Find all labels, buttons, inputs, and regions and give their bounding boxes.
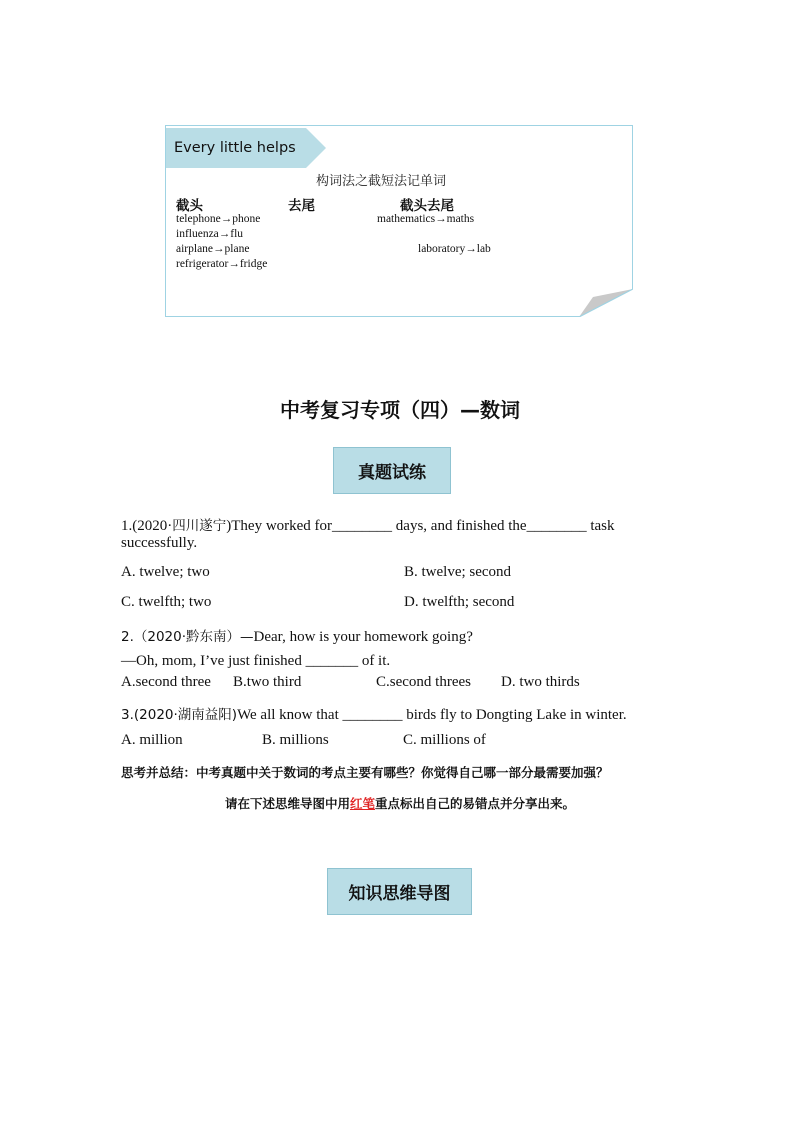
question-2-prefix: 2.（2020·黔东南）— — [121, 629, 254, 645]
option: D. twelfth; second — [404, 594, 515, 610]
tip-subtitle: 构词法之截短法记单词 — [316, 174, 447, 189]
question-1-continued: successfully. — [121, 535, 198, 551]
page-curl-icon — [571, 289, 633, 317]
section-practice-heading: 真题试练 — [333, 447, 451, 494]
tip-box — [165, 125, 633, 317]
option: D. two thirds — [501, 674, 580, 690]
question-2 — [121, 625, 473, 646]
tip-tag-label: Every little helps — [174, 140, 296, 156]
section-mindmap-heading: 知识思维导图 — [327, 868, 472, 915]
question-1 — [121, 514, 615, 535]
think-instruction-a: 请在下述思维导图中用 — [224, 796, 350, 811]
question-2-line2: —Oh, mom, I’ve just finished _______ of it. — [121, 653, 391, 669]
tip-word: mathematics→maths — [377, 213, 475, 225]
red-pen-highlight: 红笔 — [349, 796, 375, 811]
option: A.second three — [121, 674, 211, 690]
question-3 — [121, 703, 627, 724]
option: C.second threes — [376, 674, 471, 690]
option: C. millions of — [403, 732, 486, 748]
option: A. twelve; two — [121, 564, 210, 580]
option: B. twelve; second — [404, 564, 512, 580]
tip-head-clip-back: 去尾 — [288, 198, 315, 214]
page-title: 中考复习专项（四）—数词 — [280, 398, 520, 422]
question-3-text: We all know that ________ birds fly to Dongting Lake in winter. — [237, 707, 627, 723]
tip-word: telephone→phone — [176, 213, 261, 225]
tip-head-clip-both: 截头去尾 — [400, 198, 454, 214]
question-1-text: )They worked for________ days, and finished the________ task — [226, 518, 615, 534]
option: C. twelfth; two — [121, 594, 212, 610]
question-2-text: Dear, how is your homework going? — [253, 629, 473, 645]
think-instruction-b: 重点标出自己的易错点并分享出来。 — [375, 796, 576, 811]
question-1-prefix: 1.(2020· — [121, 518, 173, 534]
tip-word: influenza→flu — [176, 228, 244, 240]
option: A. million — [121, 732, 183, 748]
option: B.two third — [233, 674, 302, 690]
tip-word: laboratory→lab — [418, 243, 491, 255]
tip-word: refrigerator→fridge — [176, 258, 268, 270]
tip-word: airplane→plane — [176, 243, 250, 255]
question-1-place: 四川遂宁 — [172, 518, 227, 534]
question-3-prefix: 3.(2020·湖南益阳) — [121, 707, 238, 723]
think-prompt: 思考并总结：中考真题中关于数词的考点主要有哪些？你觉得自己哪一部分最需要加强？ — [121, 765, 609, 780]
think-instruction — [0, 794, 800, 812]
option: B. millions — [262, 732, 329, 748]
tip-head-clip-front: 截头 — [176, 198, 203, 214]
